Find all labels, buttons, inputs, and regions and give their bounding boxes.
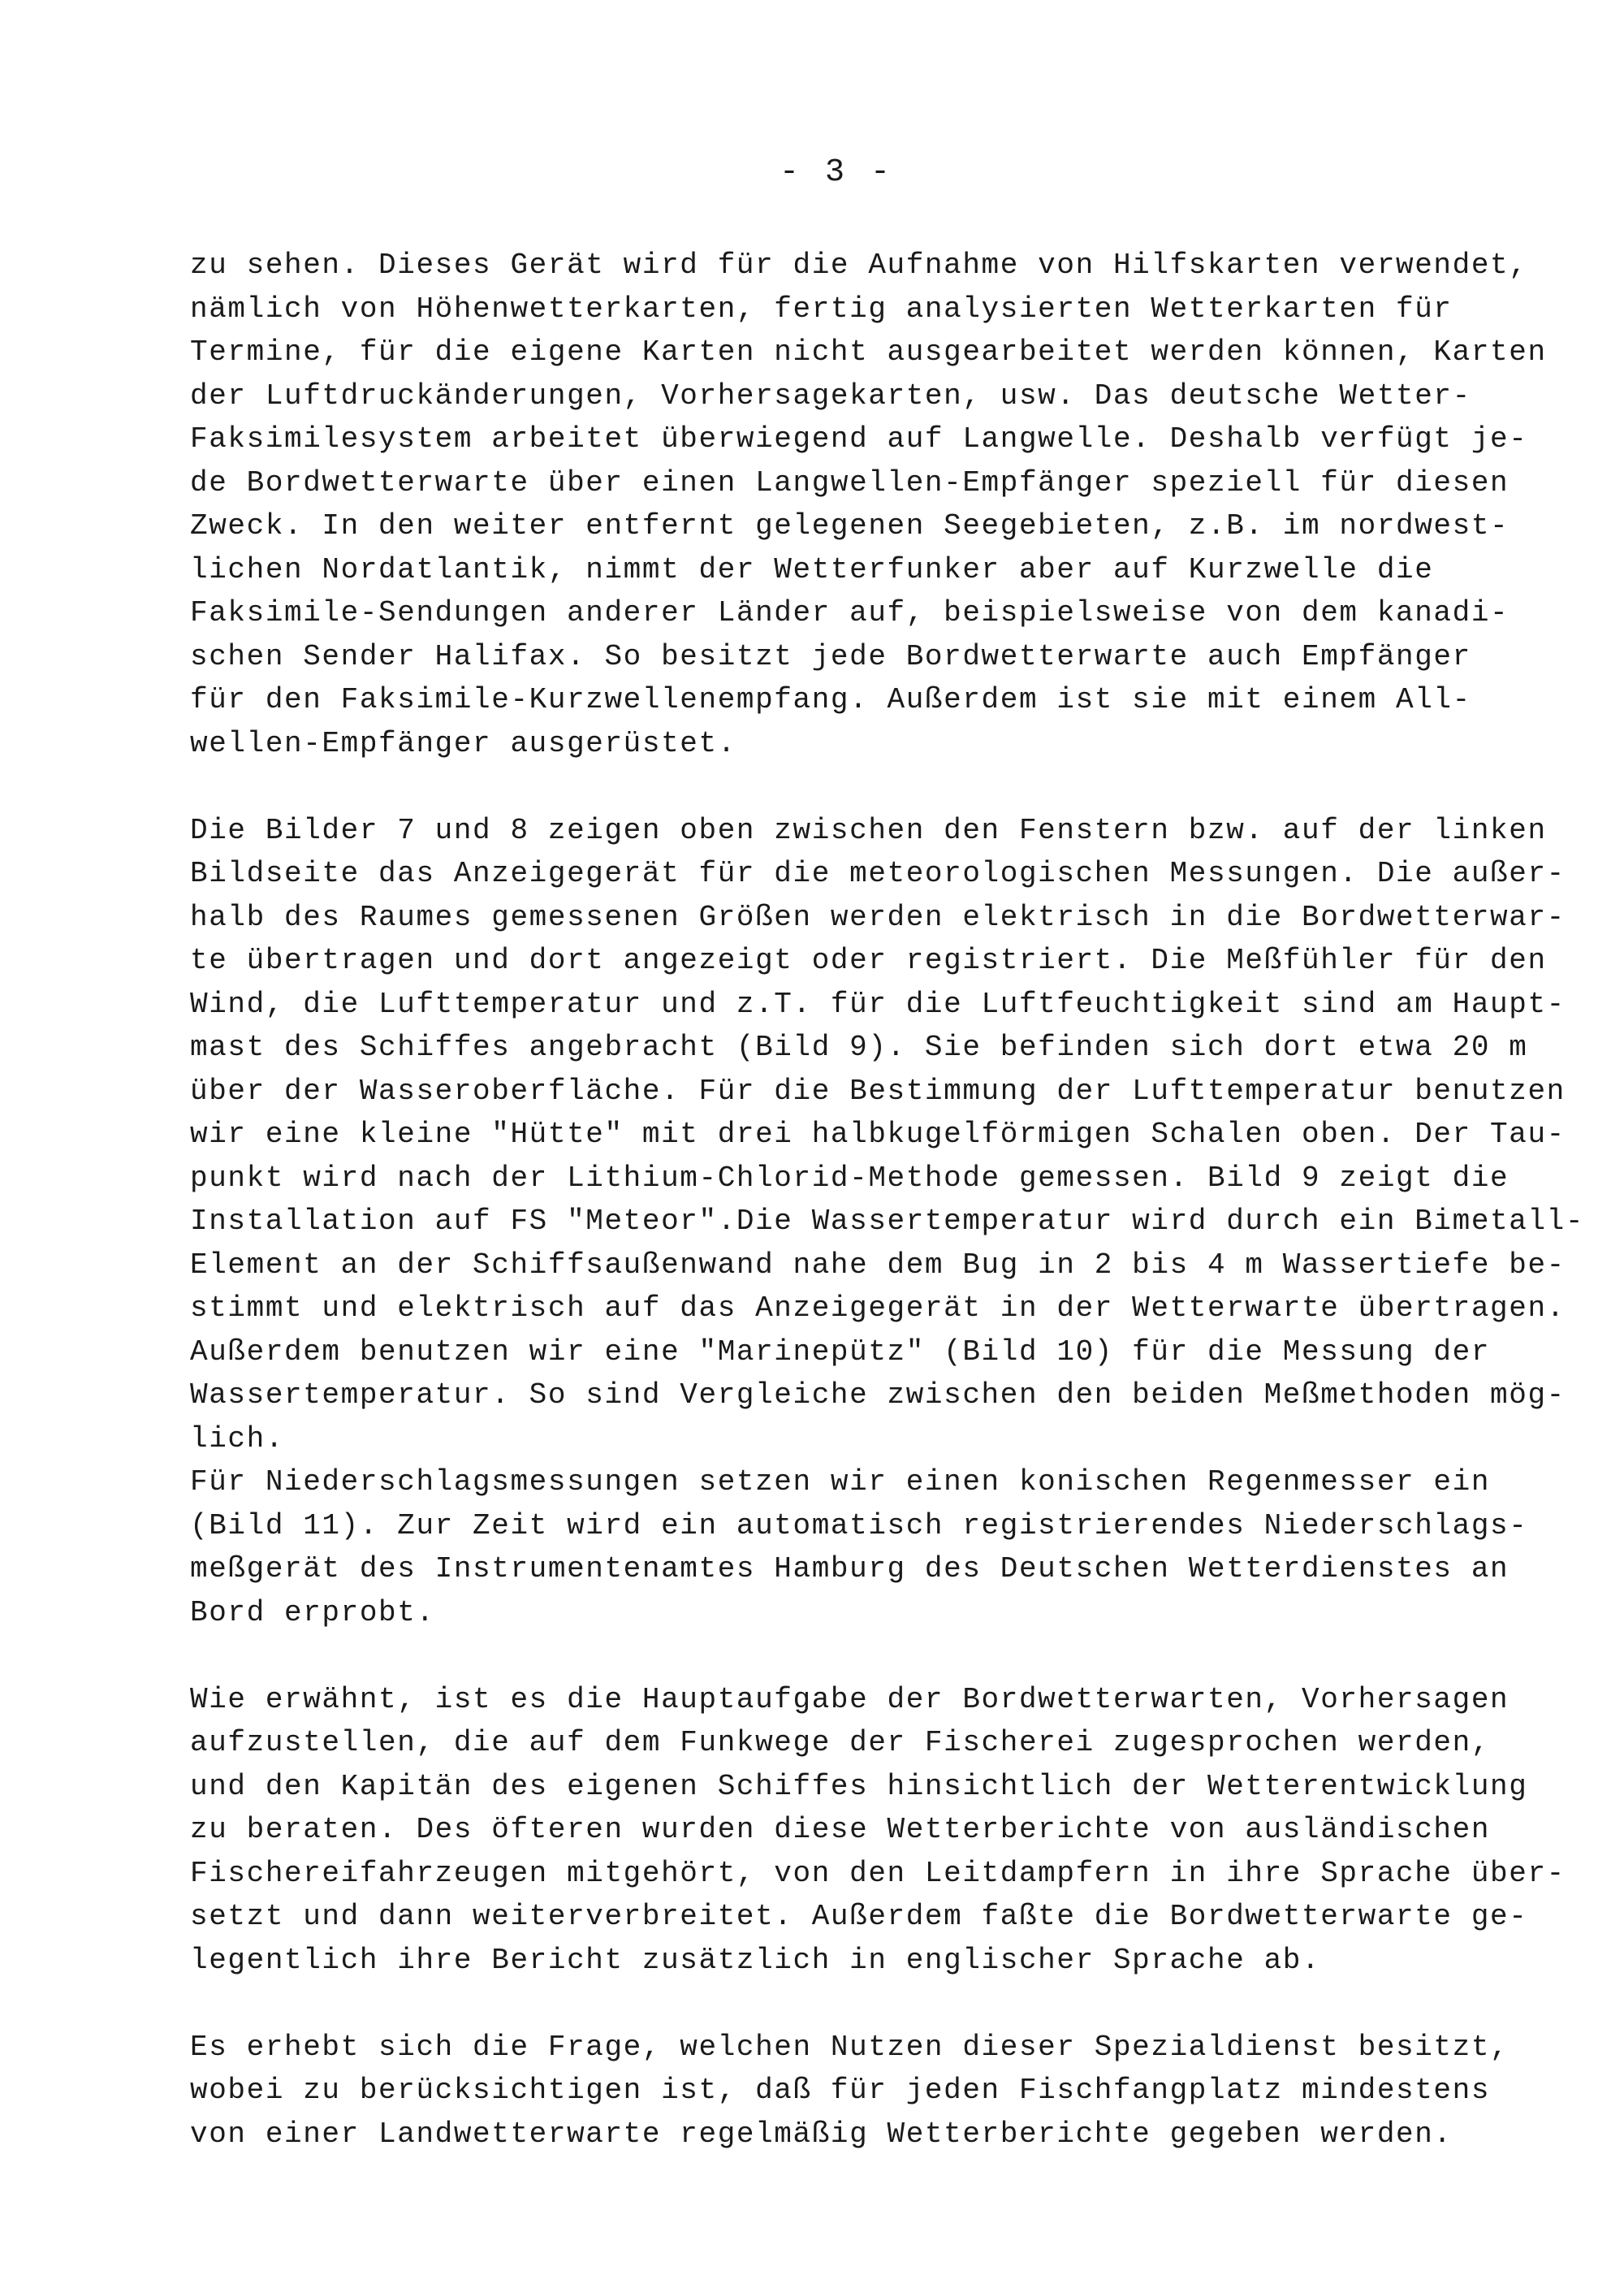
text-line: lichen Nordatlantik, nimmt der Wetterfunker aber auf Kurzwelle die — [190, 552, 1434, 586]
paragraph — [190, 809, 1585, 1635]
text-line: Wassertemperatur. So sind Vergleiche zwischen den beiden Meßmethoden mög- — [190, 1378, 1566, 1412]
text-line: zu beraten. Des öfteren wurden diese Wetterberichte von ausländischen — [190, 1813, 1491, 1846]
text-line: Wie erwähnt, ist es die Hauptaufgabe der Bordwetterwarten, Vorhersagen — [190, 1682, 1510, 1716]
text-line: wellen-Empfänger ausgerüstet. — [190, 726, 736, 760]
text-line: punkt wird nach der Lithium-Chlorid-Methode gemessen. Bild 9 zeigt die — [190, 1161, 1510, 1195]
text-line: der Luftdruckänderungen, Vorhersagekarten, usw. Das deutsche Wetter- — [190, 379, 1471, 413]
text-line: Zweck. In den weiter entfernt gelegenen Seegebieten, z.B. im nordwest- — [190, 509, 1510, 543]
text-line: legentlich ihre Bericht zusätzlich in englischer Sprache ab. — [190, 1943, 1321, 1977]
text-line: Es erhebt sich die Frage, welchen Nutzen dieser Spezialdienst besitzt, — [190, 2030, 1510, 2064]
page-number: - 3 - — [779, 154, 894, 191]
text-line: Wind, die Lufttemperatur und z.T. für die Luftfeuchtigkeit sind am Haupt- — [190, 987, 1566, 1021]
text-line: von einer Landwetterwarte regelmäßig Wetterberichte gegeben werden. — [190, 2117, 1453, 2151]
text-line: wir eine kleine "Hütte" mit drei halbkugelförmigen Schalen oben. Der Tau- — [190, 1118, 1566, 1151]
text-line: zu sehen. Dieses Gerät wird für die Aufnahme von Hilfskarten verwendet, — [190, 249, 1528, 282]
text-line: schen Sender Halifax. So besitzt jede Bordwetterwarte auch Empfänger — [190, 639, 1471, 673]
paragraph-gap — [190, 1982, 1522, 2026]
text-line: Fischereifahrzeugen mitgehört, von den Leitdampfern in ihre Sprache über- — [190, 1856, 1566, 1890]
text-line: de Bordwetterwarte über einen Langwellen-Empfänger speziell für diesen — [190, 465, 1510, 500]
text-line: Faksimilesystem arbeitet überwiegend auf Langwelle. Deshalb verfügt je- — [190, 422, 1528, 456]
text-line: lich. — [190, 1421, 285, 1456]
text-line: stimmt und elektrisch auf das Anzeigegerät in der Wetterwarte übertragen. — [190, 1291, 1566, 1325]
text-line: meßgerät des Instrumentenamtes Hamburg des Deutschen Wetterdienstes an — [190, 1552, 1510, 1585]
text-line: te übertragen und dort angezeigt oder registriert. Die Meßfühler für den — [190, 944, 1547, 977]
text-line: und den Kapitän des eigenen Schiffes hinsichtlich der Wetterentwicklung — [190, 1769, 1528, 1803]
text-line: Die Bilder 7 und 8 zeigen oben zwischen den Fenstern bzw. auf der linken — [190, 813, 1547, 847]
text-line: Bord erprobt. — [190, 1595, 435, 1629]
text-line: nämlich von Höhenwetterkarten, fertig analysierten Wetterkarten für — [190, 292, 1453, 326]
text-line: Faksimile-Sendungen anderer Länder auf, beispielsweise von dem kanadi- — [190, 596, 1510, 629]
text-line: aufzustellen, die auf dem Funkwege der Fischerei zugesprochen werden, — [190, 1726, 1491, 1759]
paragraph-gap — [190, 765, 1522, 809]
text-line: Bildseite das Anzeigegerät für die meteorologischen Messungen. Die außer- — [190, 857, 1566, 890]
text-line: setzt und dann weiterverbreitet. Außerdem faßte die Bordwetterwarte ge- — [190, 1900, 1528, 1933]
paragraph — [190, 1678, 1566, 1983]
text-line: Termine, für die eigene Karten nicht ausgearbeitet werden können, Karten — [190, 335, 1547, 369]
text-line: für den Faksimile-Kurzwellenempfang. Außerdem ist sie mit einem All- — [190, 683, 1471, 716]
text-line: Außerdem benutzen wir eine "Marinepütz" (Bild 10) für die Messung der — [190, 1334, 1491, 1369]
text-line: Für Niederschlagsmessungen setzen wir einen konischen Regenmesser ein — [190, 1465, 1491, 1499]
text-line: (Bild 11). Zur Zeit wird ein automatisch registrierendes Niederschlags- — [190, 1508, 1528, 1542]
text-line: mast des Schiffes angebracht (Bild 9). Sie befinden sich dort etwa 20 m — [190, 1031, 1528, 1064]
text-line: Element an der Schiffsaußenwand nahe dem Bug in 2 bis 4 m Wassertiefe be- — [190, 1248, 1566, 1282]
body-text — [190, 244, 1585, 2156]
text-line: wobei zu berücksichtigen ist, daß für jeden Fischfangplatz mindestens — [190, 2074, 1491, 2107]
text-line: Installation auf FS "Meteor".Die Wassertemperatur wird durch ein Bimetall- — [190, 1205, 1585, 1238]
text-line: über der Wasseroberfläche. Für die Bestimmung der Lufttemperatur benutzen — [190, 1074, 1566, 1108]
paragraph — [190, 244, 1547, 765]
text-line: halb des Raumes gemessenen Größen werden elektrisch in die Bordwetterwar- — [190, 900, 1566, 934]
paragraph — [190, 2026, 1522, 2156]
paragraph-gap — [190, 1634, 1522, 1678]
